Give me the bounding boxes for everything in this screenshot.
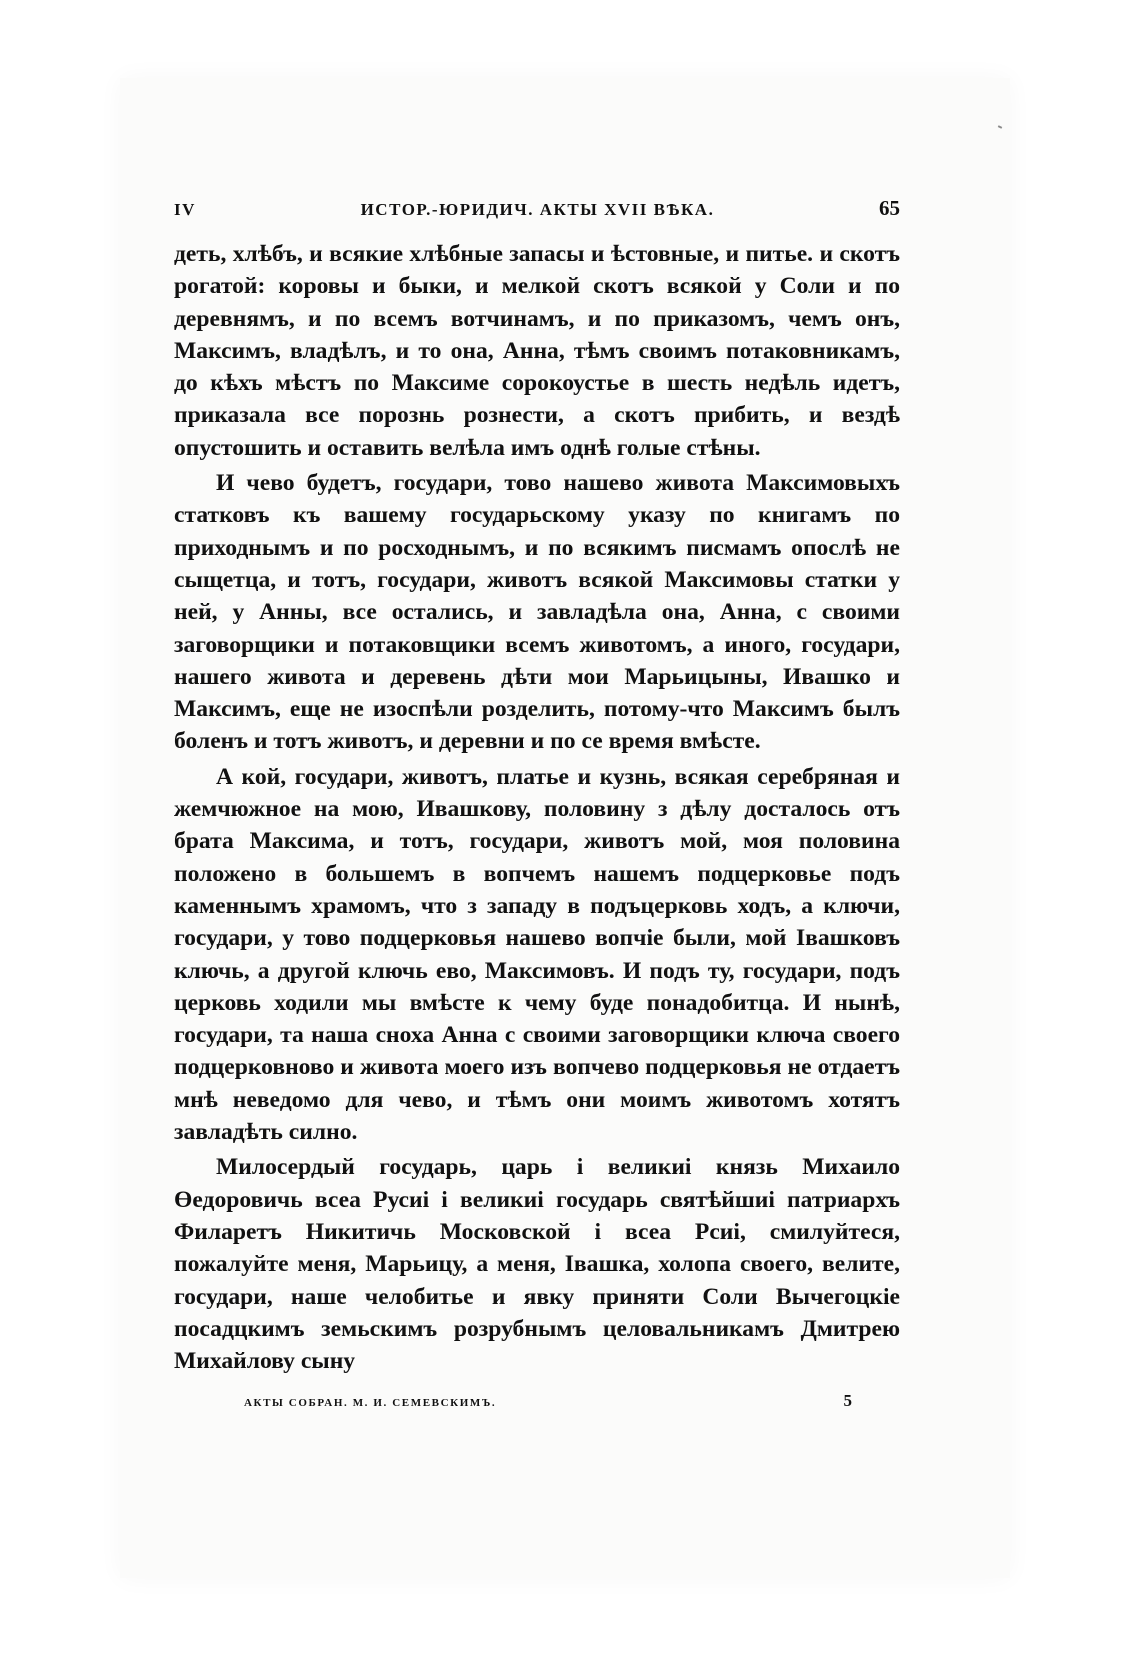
running-head — [174, 196, 900, 224]
paragraph: И чево будетъ, государи, тово нашево живота Максимовыхъ статковъ къ вашему государьскому указу по книгамъ по приходнымъ и по росходнымъ, и по всякимъ писмамъ опослѣ не сыщетца, и тотъ, государи, животъ всякой Максимовы статки у ней, у Анны, все остались, и завладѣла она, Анна, с своими заговорщики и потаковщики всемъ животомъ, а иного, государи, нашего живота и деревень дѣти мои Марьицыны, Ивашко и Максимъ, еще не изоспѣли розделить, потому-что Максимъ былъ боленъ и тотъ животъ, и деревни и по се время вмѣсте. — [174, 470, 900, 755]
signature-line — [174, 1391, 900, 1411]
body-text — [174, 238, 900, 1377]
book-page — [174, 196, 900, 1411]
running-title: ИСТОР.-ЮРИДИЧ. АКТЫ XVII ВѢКА. — [360, 200, 715, 219]
paragraph: Милосердый государь, царь і великиі князь Михаило Өедоровичь всеа Русиі і великиі государь святѣйшиі патриархъ Филаретъ Никитичь Московской і всеа Рсиі, смилуйтеся, пожалуйте меня, Марьицу, а меня, Івашка, холопа своего, велите, государи, наше челобитье и явку приняти Соли Вычегоцкіе посадцкимъ земьскимъ розрубнымъ целовальникамъ Дмитрею Михайлову сыну — [174, 1154, 900, 1375]
section-number: IV — [174, 200, 196, 219]
paragraph: А кой, государи, животъ, платье и кузнь, всякая серебряная и жемчюжное на мою, Ивашкову, половину з дѣлу досталось отъ брата Максима, и тотъ, государи, животъ мой, моя половина положено в большемъ в вопчемъ нашемъ подцерковье подъ каменнымъ храмомъ, что з западу в подъцерковь ходъ, а ключи, государи, у тово подцерковья нашево вопчіе были, мой Івашковъ ключь, а другой ключь ево, Максимовъ. И подъ ту, государи, подъ церковь ходили мы вмѣсте к чему буде понадобитца. И нынѣ, государи, та наша сноха Анна с своими заговорщики ключа своего подцерковново и живота моего изъ вопчево подцерковья не отдаетъ мнѣ неведомо для чево, и тѣмъ они моимъ животомъ хотятъ завладѣть силно. — [174, 763, 900, 1146]
paragraph-continued: деть, хлѣбъ, и всякие хлѣбные запасы и ѣстовные, и питье. и скотъ рогатой: коровы и быки, и мелкой скотъ всякой у Соли и по деревнямъ, и по всемъ вотчинамъ, и по приказомъ, чемъ онъ, Максимъ, владѣлъ, и то она, Анна, тѣмъ своимъ потаковникамъ, до кѣхъ мѣстъ по Максиме сорокоустье в шесть недѣль идетъ, приказала все порознь рознести, а скотъ прибить, и вездѣ опустошить и оставить велѣла имъ однѣ голые стѣны. — [174, 241, 900, 461]
signature-title: АКТЫ СОБРАН. М. И. СЕМЕВСКИМЪ. — [244, 1397, 497, 1410]
signature-number: 5 — [843, 1391, 852, 1411]
page-number: 65 — [879, 196, 900, 220]
